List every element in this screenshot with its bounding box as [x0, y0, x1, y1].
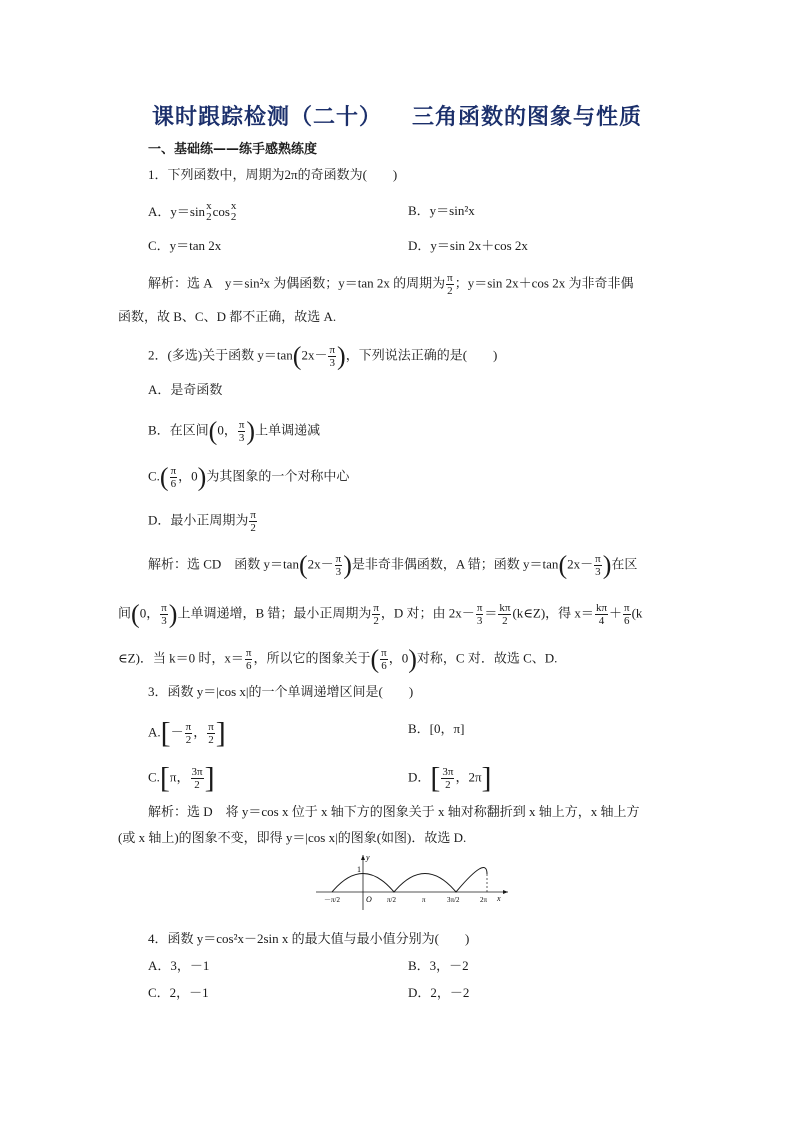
q3-option-a: A.[－ $\frac{\pi}{2}$ ， $\frac{\pi}{2}$ ]: [148, 716, 226, 750]
q2-solution-line1: 解析：选 CD 函数 y＝tan(2x－ $\frac{\pi}{3}$ )是非奇非偶函数，A 错；函数 y＝tan(2x－ $\frac{\pi}{3}$ )在区: [148, 550, 638, 580]
x-axis-arrow: [503, 890, 508, 894]
q3-option-b: B．[0，π]: [408, 721, 465, 736]
q2-option-a: A．是奇函数: [148, 382, 223, 397]
q4-option-a: A．3，－1: [148, 958, 210, 973]
q2-solution-line3: ∈Z)．当 k＝0 时，x＝ $\frac{\pi}{6}$ ，所以它的图象关于( $\frac{\pi}{6}$ ，0)对称，C 对．故选 C、D.: [118, 644, 558, 674]
q3-stem: 3．函数 y＝|cos x|的一个单调递增区间是( ): [148, 684, 414, 699]
section-heading: 一、基础练——练手感熟练度: [148, 142, 318, 157]
q3-option-d: D．[ $\frac{3\pi}{2}$ ，2π]: [408, 761, 492, 795]
title-left: 课时跟踪检测（二十）: [151, 105, 382, 130]
q2-option-d: D．最小正周期为 $\frac{\pi}{2}$: [148, 509, 256, 534]
y-axis-label: y: [366, 853, 370, 862]
q4-stem: 4．函数 y＝cos²x－2sin x 的最大值与最小值分别为( ): [148, 931, 470, 946]
x-axis-label: x: [497, 894, 501, 903]
q1-solution-line1: 解析：选 A y＝sin²x 为偶函数；y＝tan 2x 的周期为 $\frac{\pi}{2}$ ；y＝sin 2x＋cos 2x 为非奇非偶: [148, 272, 634, 297]
q2-solution-line2: 间(0， $\frac{\pi}{3}$ )上单调递增，B 错；最小正周期为 $\frac{\pi}{2}$ ，D 对；由 2x－ $\frac{\pi}{3}$ ＝ $\frac{k\pi}{2}$ (k∈Z)，得 x＝ $\frac{k\pi}{4}$ ＋ $\frac{\pi}{6}$ (k: [118, 599, 643, 629]
q2-stem: 2．(多选)关于函数 y＝tan(2x－ $\frac{\pi}{3}$ )，下列说法正确的是( ): [148, 341, 498, 371]
tick-label: π: [422, 896, 426, 904]
q1-option-a: A．y＝sin x 2 cos x 2: [148, 200, 237, 223]
tick-label: 3π/2: [447, 896, 460, 904]
q2-option-b: B．在区间(0， $\frac{\pi}{3}$ )上单调递减: [148, 416, 321, 446]
tick-label: －π/2: [324, 896, 340, 904]
q3-solution-line1: 解析：选 D 将 y＝cos x 位于 x 轴下方的图象关于 x 轴对称翻折到 x 轴上方，x 轴上方: [148, 804, 640, 819]
q1-option-d: D．y＝sin 2x＋cos 2x: [408, 238, 528, 253]
title-right: 三角函数的图象与性质: [412, 105, 643, 130]
q4-option-c: C．2，－1: [148, 985, 209, 1000]
tick-one: 1: [357, 865, 361, 874]
q4-option-b: B．3，－2: [408, 958, 469, 973]
q1-solution-line2: 函数，故 B、C、D 都不正确，故选 A.: [118, 309, 337, 324]
q1-stem: 1．下列函数中，周期为2π的奇函数为( ): [148, 167, 398, 182]
q1-option-c: C．y＝tan 2x: [148, 238, 222, 253]
origin-label: O: [366, 895, 372, 904]
q1-option-b: B．y＝sin²x: [408, 203, 475, 218]
abs-cos-graph: [312, 852, 512, 914]
q2-option-c: C.( $\frac{\pi}{6}$ ，0)为其图象的一个对称中心: [148, 462, 350, 492]
page-title: [0, 100, 794, 131]
tick-label: 2π: [480, 896, 488, 904]
y-axis-arrow: [361, 855, 365, 860]
q3-solution-line2: (或 x 轴上)的图象不变，即得 y＝|cos x|的图象(如图)．故选 D.: [118, 830, 467, 845]
tick-label: π/2: [387, 896, 396, 904]
q3-option-c: C.[π， $\frac{3\pi}{2}$ ]: [148, 761, 215, 795]
q4-option-d: D．2，－2: [408, 985, 470, 1000]
curve: [332, 868, 487, 892]
